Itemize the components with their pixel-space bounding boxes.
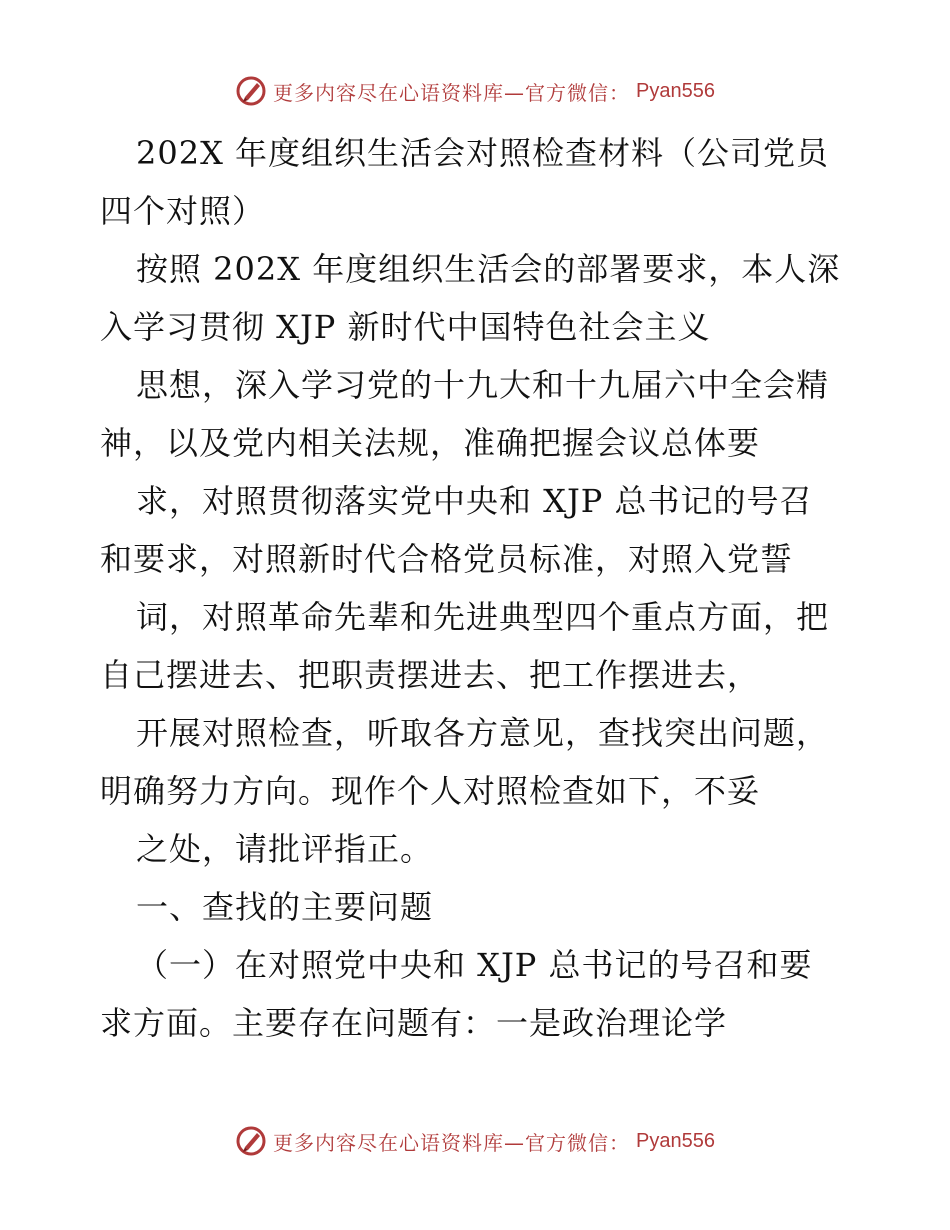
paragraph-line: 词，对照革命先辈和先进典型四个重点方面，把	[136, 598, 830, 636]
subsection-line: 求方面。主要存在问题有：一是政治理论学	[100, 1004, 728, 1042]
header-watermark	[0, 71, 950, 111]
paragraph-line: 按照 202X 年度组织生活会的部署要求，本人深	[136, 250, 841, 288]
pen-logo-icon	[235, 1125, 267, 1157]
section-heading: 一、查找的主要问题	[136, 888, 434, 926]
pen-logo-icon	[235, 75, 267, 107]
paragraph-line: 明确努力方向。现作个人对照检查如下，不妥	[100, 772, 761, 810]
paragraph-line: 思想，深入学习党的十九大和十九届六中全会精	[136, 366, 830, 404]
title-line-2: 四个对照）	[100, 192, 266, 230]
paragraph-line: 求，对照贯彻落实党中央和 XJP 总书记的号召	[136, 482, 813, 520]
paragraph-line: 开展对照检查，听取各方意见，查找突出问题，	[136, 714, 830, 752]
paragraph-line: 入学习贯彻 XJP 新时代中国特色社会主义	[100, 308, 711, 346]
watermark-wechat-id: Pyan556	[636, 1129, 715, 1152]
footer-watermark	[0, 1121, 950, 1161]
paragraph-line: 自己摆进去、把职责摆进去、把工作摆进去，	[100, 656, 761, 694]
paragraph-line: 之处，请批评指正。	[136, 830, 434, 868]
document-body	[100, 124, 860, 1052]
watermark-wechat-id: Pyan556	[636, 79, 715, 102]
paragraph-line: 神，以及党内相关法规，准确把握会议总体要	[100, 424, 761, 462]
subsection-line: （一）在对照党中央和 XJP 总书记的号召和要	[136, 946, 813, 984]
watermark-text: 更多内容尽在心语资料库—官方微信：	[273, 80, 631, 105]
watermark-text: 更多内容尽在心语资料库—官方微信：	[273, 1130, 631, 1155]
paragraph-line: 和要求，对照新时代合格党员标准，对照入党誓	[100, 540, 794, 578]
title-line-1: 202X 年度组织生活会对照检查材料（公司党员	[136, 134, 830, 172]
